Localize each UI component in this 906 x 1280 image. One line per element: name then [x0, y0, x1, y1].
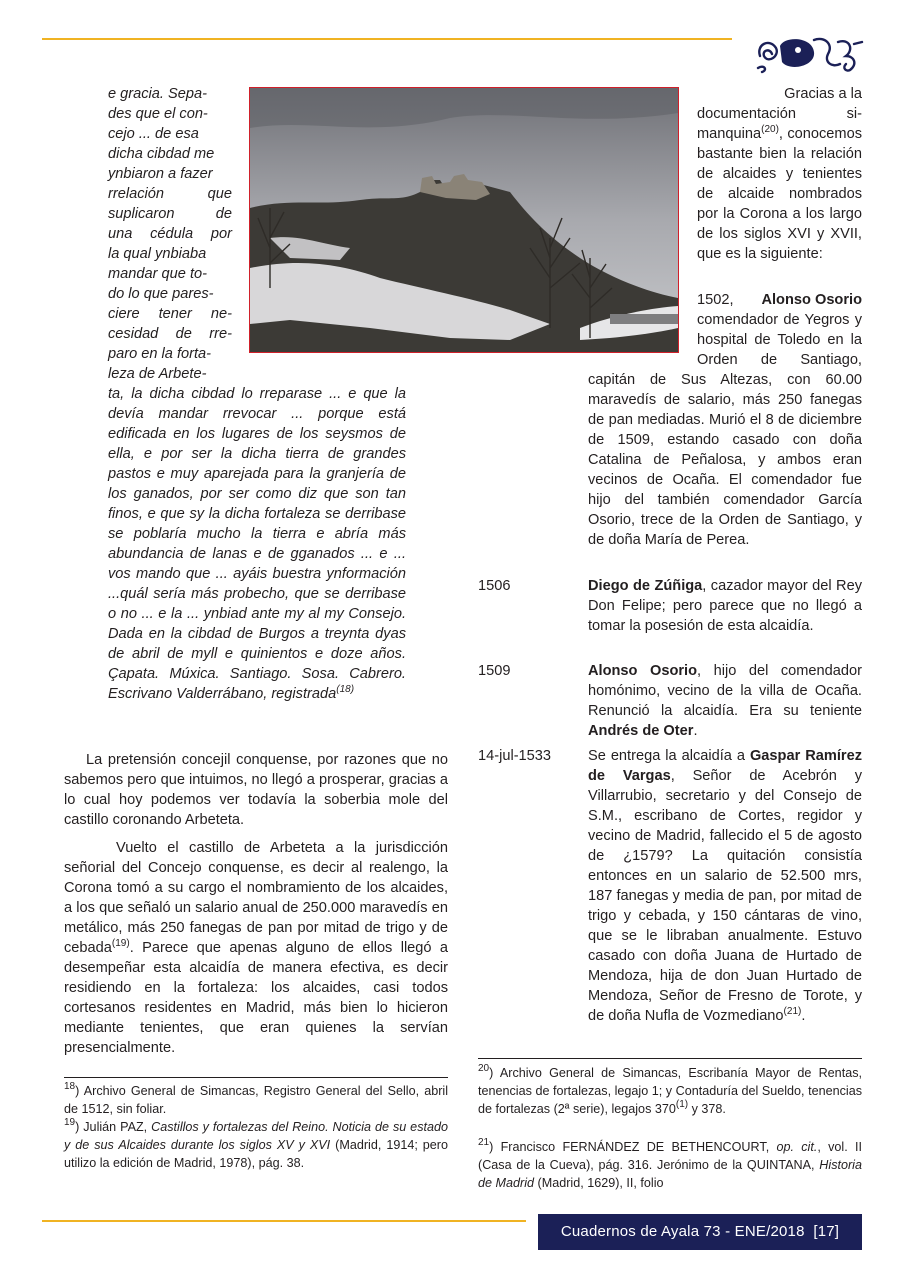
footnote-number: 21 [478, 1137, 490, 1148]
page-footer [538, 1214, 862, 1250]
quote-line: la qual ynbiaba [108, 246, 207, 262]
footnote-number: 20 [478, 1063, 490, 1074]
footnote-divider [478, 1058, 862, 1059]
footnote-text: ) Archivo General de Simancas, Registro General del Sello, abril de 1512, sin foliar. [64, 1084, 448, 1116]
quote-line: cesidad de rre- [108, 326, 232, 342]
entry-text: , cazador mayor del Rey Don Felipe; pero parece que no llegó a tomar la posesión de esta alcaidía. [588, 578, 862, 634]
entry-text: , hijo del comendador homónimo, vecino de la villa de Ocaña. Renunció la alcaidía. Era su teniente [588, 663, 862, 719]
footnote-title: Historia de Madrid [478, 1158, 862, 1190]
footnote-ref-18[interactable]: (18) [336, 684, 355, 695]
entry-name: Gaspar Ramírez de Vargas [588, 748, 862, 784]
entry-date: 1502 [697, 292, 730, 308]
entry-name: Andrés de Oter [588, 723, 694, 739]
paragraph-text: . Parece que apenas alguno de ellos llegó a desempeñar esta alcaidía de manera efectiva, es decir residiendo en la fortaleza: los alcaides, casi todos cortesanos residentes en Madrid, más bien lo hicieron mediante tenientes, que eran quienes la servían presencialmente. [64, 940, 448, 1056]
entry-name: Diego de Zúñiga [588, 578, 703, 594]
entry-1533 [478, 746, 862, 1026]
quote-wrapped-block [108, 84, 232, 384]
quote-line: paro en la forta- [108, 346, 212, 362]
paragraph-vuelto [64, 838, 448, 1058]
entry-name: Alonso Osorio [588, 663, 698, 679]
footnote-text: ) Francisco FERNÁNDEZ DE BETHENCOURT, [489, 1140, 777, 1154]
footnote-number: 19 [64, 1117, 76, 1128]
quote-line: ciere tener ne- [108, 306, 232, 322]
footnote-18 [64, 1082, 448, 1118]
entry-text: , Señor de Acebrón y Villarrubio, secretario y del Consejo de S.M., escribano de Cortes, regidor y vecino de Madrid, fallecido el 5 de agosto de ¿1579? La quitación consistía entonces en un salario de 52.500 mrs, 187 fanegas y media de pan, por mitad de trigo y cebada, y 150 cántaras de vino, que se le libraban anualmente. Estuvo casado con doña Juana de Hurtado de Mendoza, hija de don Juan Hurtado de Mendoza, Señor de Fresno de Torote, y de doña Nufla de Vozmediano [588, 768, 863, 1024]
quote-line: des que el con- [108, 106, 208, 122]
paragraph-text: Vuelto el castillo de Arbeteta a la jurisdicción señorial del Concejo conquense, es decir al realengo, la Corona tomó a su cargo el nombramiento de los alcaides, a los que señaló un salario anual de 250.000 maravedís en metálico, más 250 fanegas de pan por mitad de trigo y de cebada [64, 840, 448, 956]
footnote-ref-21[interactable]: (21) [783, 1006, 802, 1017]
intro-text: , conocemos bastante bien la relación de alcaides y tenientes de alcaide nombrados por la Corona a los largo de los siglos XVI y XVII, que es la siguiente: [697, 126, 862, 262]
footnote-title: op. cit. [776, 1140, 818, 1154]
entry-1502 [588, 290, 862, 550]
intro-paragraph [697, 124, 862, 264]
quote-text: ta, la dicha cibdad lo rreparase ... e que la devía mandar rrevocar ... porque está edificada en los lugares de los seysmos de ella, e por ser la dicha tierra de grandes pastos e muy aparejada para la granjería de los ganados, por ser como diz que son tan finos, e que sy la dicha fortaleza se derribase se poblaría mucho la tierra e abría más abundancia de lanas e de gganados ... e ... vos mando que ... ayáis buestra ynformación ...quál sería más probecho, que se derribase o no ... e la ... ynbiad ante my al my Consejo. Dada en la cibdad de Burgos a treynta dyas de abril de myll e quinientos e doze años. Çapata. Múxica. Santiago. Sosa. Cabrero. Escrivano Valderrábano, registrada [108, 386, 406, 702]
entry-text: Se entrega la alcaidía a [588, 748, 750, 764]
quote-line: e gracia. Sepa- [108, 86, 207, 102]
entry-text: , comendador de Yegros y hospital de Toledo en la Orden de Santiago, capitán de Sus Altezas, con 60.00 maravedís de salario, más 250 fanegas de pan mediadas. Murió el 8 de diciembre de 1509, estando casado con doña Catalina de Peñalosa, y ambos eran vecinos de Ocaña. El comendador fue hijo del también comendador García Osorio, trece de la Orden de Santiago, y de doña María de Perea. [588, 292, 862, 548]
footnote-ref-19[interactable]: (19) [111, 938, 130, 949]
intro-line: documentación si- [697, 106, 862, 122]
footnote-text: y 378. [688, 1102, 726, 1116]
paragraph-pretension [64, 750, 448, 830]
footnote-divider [64, 1077, 448, 1078]
footnote-19 [64, 1118, 448, 1172]
footnote-number: 18 [64, 1081, 76, 1092]
quote-line: cejo ... de esa [108, 126, 199, 142]
entry-name: Alonso Osorio [761, 292, 862, 308]
footnote-text: (Madrid, 1914; pero utilizo la edición de Madrid, 1978), pág. 38. [64, 1138, 449, 1170]
quote-line: una cédula por [108, 226, 232, 242]
quote-line: do lo que pares- [108, 286, 214, 302]
entry-date: 1506 [478, 578, 511, 594]
intro-text: manquina [697, 126, 762, 142]
entry-date: 14-jul-1533 [478, 748, 552, 764]
entry-1509 [478, 661, 862, 741]
paragraph-text: La pretensión concejil conquense, por razones que no sabemos pero que intuimos, no llegó a prosperar, gracias a lo cual hoy podemos ver todavía la soberbia mole del castillo coronando Arbeteta. [64, 752, 448, 828]
footnote-text: , vol. II (Casa de la Cueva), pág. 316. Jerónimo de la QUINTANA, [478, 1140, 862, 1172]
quote-line: dicha cibdad me [108, 146, 215, 162]
footnote-title: Castillos y fortalezas del Reino. Noticia de su estado y de sus Alcaides durante los siglos XV y XVI [64, 1120, 448, 1152]
entry-date: 1509 [478, 663, 511, 679]
entry-1506 [478, 576, 862, 636]
footnote-sup: (1) [675, 1099, 689, 1110]
footnote-21 [478, 1138, 862, 1192]
quote-line: leza de Arbete- [108, 366, 207, 382]
footer-rule [42, 1220, 526, 1222]
footnote-text: ) Julián PAZ, [75, 1120, 152, 1134]
footnote-ref-20[interactable]: (20) [761, 124, 779, 135]
footnote-text: ) Archivo General de Simancas, Escribanía Mayor de Rentas, tenencias de fortalezas, legajo 1; y Contaduría del Sueldo, tenencias de fortalezas (2ª serie), legajos 370 [478, 1066, 862, 1116]
quote-line: suplicaron de [108, 206, 232, 222]
logo-icon [754, 34, 864, 76]
quote-line: mandar que to- [108, 266, 207, 282]
entry-text: . [801, 1008, 806, 1024]
footnote-text: (Madrid, 1629), II, folio [534, 1176, 664, 1190]
quote-line: rrelación que [108, 186, 232, 202]
intro-line: Gracias a la [784, 86, 862, 102]
quote-line: ynbiaron a fazer [108, 166, 213, 182]
header-rule [42, 38, 732, 40]
intro-block [697, 84, 862, 264]
footnote-20 [478, 1064, 862, 1118]
quote-block [108, 384, 406, 704]
footer-text: Cuadernos de Ayala 73 - ENE/2018 [17] [560, 1223, 840, 1240]
entry-text: . [693, 723, 698, 739]
